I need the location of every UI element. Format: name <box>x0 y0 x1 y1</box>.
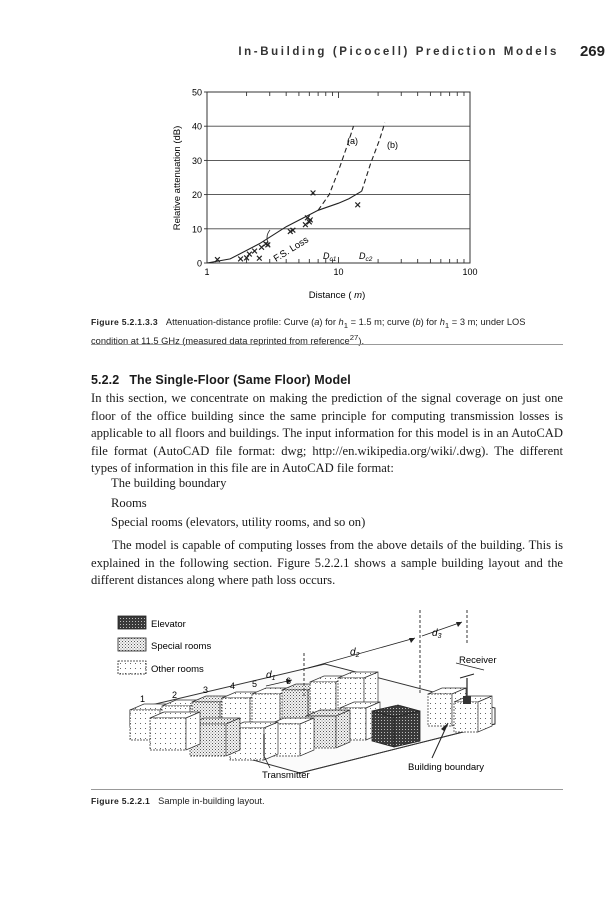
list-item: Special rooms (elevators, utility rooms, and so on) <box>111 515 366 529</box>
room-number: 1 <box>140 694 146 704</box>
curve-a-label: (a) <box>347 136 358 146</box>
x-tick-label: 1 <box>204 267 210 277</box>
room-side <box>226 718 240 756</box>
paragraph-1-text: In this section, we concentrate on making the prediction of the signal coverage on just one floor of the office building since the same principle for computing transmission losses is applicable to all floors and buildings. The input information for this model is in an AutoCAD file format (AutoCAD file format: dwg; http://en.wikipedia.org/wiki/.dwg). The different types of information in this file are in AutoCAD file format: <box>91 391 563 476</box>
y-axis-label: Relative attenuation (dB) <box>172 125 183 231</box>
room-front <box>252 694 280 724</box>
dc2-label <box>359 251 373 263</box>
list-item: The building boundary <box>111 476 227 490</box>
running-header <box>0 44 613 66</box>
dc1-subscript: c1 <box>329 256 337 263</box>
room-side <box>336 710 350 748</box>
y-tick-label: 20 <box>191 190 202 201</box>
room-number: 5 <box>252 679 258 689</box>
x-axis-label: Distance ( m) <box>308 290 366 301</box>
paragraph-1 <box>91 390 563 478</box>
d3-label: $d_3$ <box>432 628 442 640</box>
room-front <box>310 682 336 712</box>
figure2-caption <box>91 795 265 807</box>
room-side <box>478 696 492 732</box>
legend-swatch-special <box>118 638 146 651</box>
section-heading <box>91 373 351 387</box>
section-number: 5.2.2 <box>91 373 120 387</box>
room-side <box>186 712 200 750</box>
y-tick-label: 10 <box>191 224 202 235</box>
y-tick-label: 0 <box>196 258 202 269</box>
curve-b-label: (b) <box>387 140 398 150</box>
room-number: 3 <box>203 685 209 695</box>
measured-point <box>238 256 243 261</box>
room-number: 6 <box>286 676 292 686</box>
measured-point <box>247 252 252 257</box>
info-list <box>111 474 365 533</box>
room-front <box>150 718 186 750</box>
building-layout-figure <box>110 608 530 783</box>
series-line-b <box>362 123 385 191</box>
d1-label: $d_1$ <box>266 670 276 682</box>
dc2-symbol: D <box>359 251 366 261</box>
figure1-caption-label: Figure 5.2.1.3.3 <box>91 317 158 327</box>
legend-swatch-elevator <box>118 616 146 629</box>
measured-point <box>257 256 262 261</box>
x-axis-ticks <box>204 92 477 277</box>
room-side <box>300 718 314 756</box>
rooms-group <box>130 672 492 760</box>
room-side <box>264 722 278 760</box>
legend-label-special: Special rooms <box>151 641 212 652</box>
figure2-caption-text: Sample in-building layout. <box>158 796 265 806</box>
page-number: 269 <box>579 43 605 60</box>
room-number: 4 <box>230 681 236 691</box>
figure1-caption-text: Attenuation-distance profile: Curve (a) for $h_1 = 1.5$ m; curve (b) for $h_1 = 3$ m; under LOS condition at 11.5 GHz (measured data reprinted from reference$^{27}$). <box>91 317 526 346</box>
figure2-caption-label: Figure 5.2.2.1 <box>91 796 151 806</box>
grid-lines <box>207 126 470 229</box>
transmitter-label: Transmitter <box>262 770 310 781</box>
legend-label-elevator: Elevator <box>151 619 186 630</box>
y-tick-label: 50 <box>191 87 202 98</box>
list-item: Rooms <box>111 495 147 510</box>
y-tick-label: 40 <box>191 121 202 132</box>
dc2-subscript: c2 <box>365 256 373 263</box>
fs-loss-label: F.S. Loss <box>271 234 311 265</box>
room-front <box>428 694 452 726</box>
measured-point <box>355 202 360 207</box>
dc1-label <box>323 251 337 263</box>
section-title-text: The Single-Floor (Same Floor) Model <box>129 373 351 387</box>
dc1-symbol: D <box>323 251 330 261</box>
measured-point <box>252 249 257 254</box>
legend-swatch-other <box>118 661 146 674</box>
y-tick-label: 30 <box>191 155 202 166</box>
room-front <box>454 702 478 732</box>
attenuation-chart <box>166 82 506 308</box>
paragraph-2-text: The model is capable of computing losses from the above details of the building. This is explained in the following section. Figure 5.2.2.1 shows a sample building layout and the different distances along where path loss occurs. <box>91 538 563 588</box>
x-tick-label: 10 <box>333 267 344 277</box>
legend <box>118 616 211 675</box>
plot-frame <box>207 92 470 263</box>
boundary-label: Building boundary <box>408 762 485 773</box>
figure2-rule <box>91 789 563 790</box>
d2-label: $d_2$ <box>350 647 360 659</box>
legend-label-other: Other rooms <box>151 664 204 675</box>
caption-rule <box>91 344 563 345</box>
measured-point <box>303 222 308 227</box>
elevator-block <box>372 705 420 747</box>
x-tick-label: 100 <box>462 267 478 277</box>
y-axis-ticks <box>192 88 207 269</box>
paragraph-2 <box>91 537 563 590</box>
figure1-caption <box>91 316 563 347</box>
room-number: 2 <box>172 690 178 700</box>
running-title: In-Building (Picocell) Prediction Models <box>238 46 559 58</box>
receiver-label: Receiver <box>459 655 497 666</box>
